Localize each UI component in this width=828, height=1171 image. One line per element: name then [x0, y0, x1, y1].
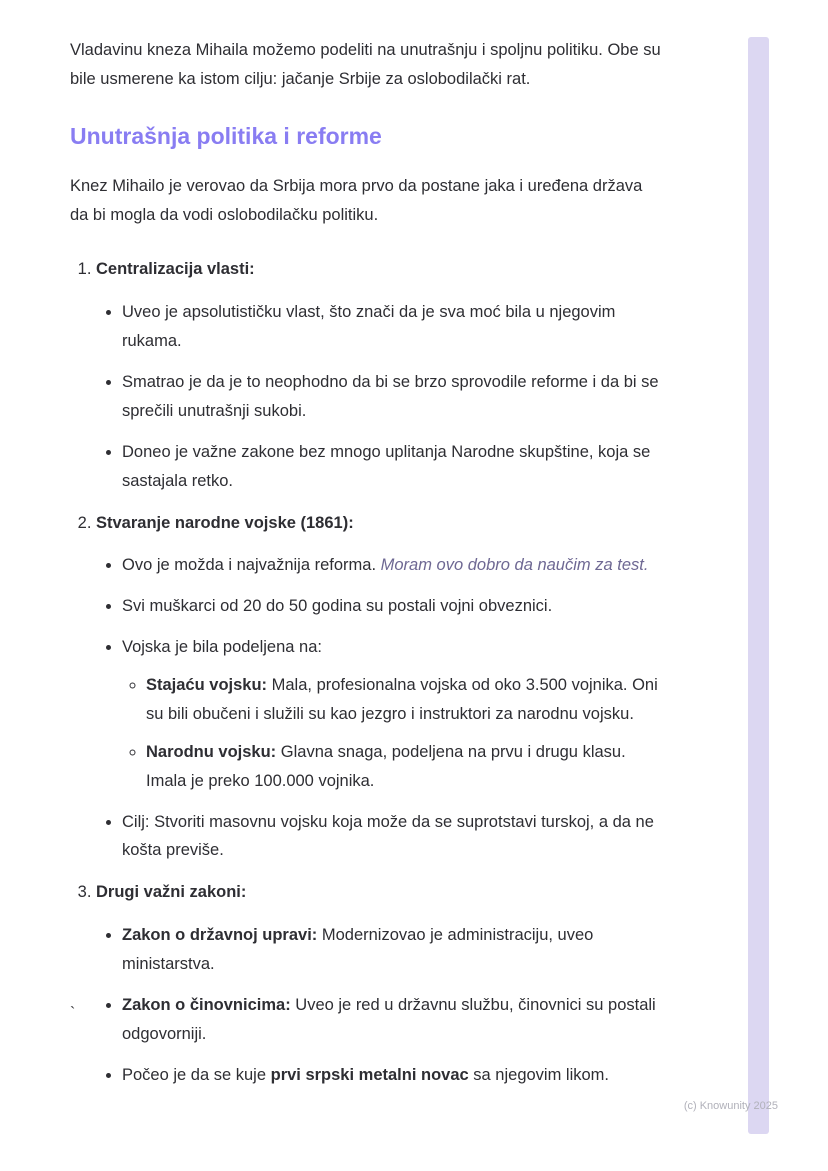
body-text: Svi muškarci od 20 do 50 godina su postali vojni obveznici. [122, 597, 553, 616]
bullet-item [122, 368, 664, 426]
bullet-list [96, 921, 664, 1089]
body-text: Doneo je važne zakone bez mnogo uplitanja Narodne skupštine, koja se sastajala retko. [122, 442, 651, 490]
sub-bullet-item [146, 738, 664, 796]
sub-bullet-item [146, 671, 664, 729]
section-heading: Unutrašnja politika i reforme [70, 122, 382, 149]
scrollbar-thumb[interactable] [748, 37, 769, 1134]
list-item-narodna-vojska [96, 509, 664, 866]
body-text: Uveo je apsolutističku vlast, što znači da je sva moć bila u njegovim rukama. [122, 303, 616, 351]
body-text: Modernizovao je administraciju, uveo ministarstva. [122, 926, 594, 974]
bullet-list [96, 298, 664, 495]
document-content [70, 36, 664, 1103]
list-item-centralizacija-vlasti [96, 255, 664, 495]
lead-paragraph: Knez Mihailo je verovao da Srbija mora prvo da postane jaka i uređena država da bi mogla da vodi oslobodilačku politiku. [70, 176, 643, 224]
list-item-title: Centralizacija vlasti: [96, 260, 255, 279]
body-text: Počeo je da se kuje [122, 1065, 271, 1084]
bold-text: Zakon o državnoj upravi: [122, 926, 318, 945]
bullet-item [122, 298, 664, 356]
copyright-footer: (c) Knowunity 2025 [683, 1100, 778, 1112]
bullet-item [122, 991, 664, 1049]
body-text: Mala, profesionalna vojska od oko 3.500 vojnika. Oni su bili obučeni i služili su kao jezgro i instruktori za narodnu vojsku. [146, 676, 658, 723]
bold-text: Stajaću vojsku: [146, 676, 268, 695]
body-text: sa njegovim likom. [468, 1065, 610, 1084]
list-item-title: Drugi važni zakoni: [96, 883, 247, 902]
list-item-drugi-zakoni [96, 878, 664, 1089]
body-text: Cilj: Stvoriti masovnu vojsku koja može da se suprotstavi turskoj, a da ne košta previše. [122, 812, 654, 860]
stray-backtick: ` [70, 1005, 76, 1022]
sub-bullet-list [122, 671, 664, 796]
list-item-title: Stvaranje narodne vojske (1861): [96, 513, 354, 532]
bullet-item [122, 438, 664, 496]
intro-paragraph: Vladavinu kneza Mihaila možemo podeliti na unutrašnju i spoljnu politiku. Obe su bile usmerene ka istom cilju: jačanje Srbije za oslobodilački rat. [70, 41, 661, 88]
bold-text: Zakon o činovnicima: [122, 995, 291, 1014]
bullet-item [122, 633, 664, 795]
bold-text: Narodnu vojsku: [146, 742, 277, 761]
bullet-item [122, 551, 664, 580]
body-text: Vojska je bila podeljena na: [122, 638, 322, 657]
body-text: Ovo je možda i najvažnija reforma. [122, 556, 381, 575]
bullet-item [122, 1061, 664, 1090]
italic-note: Moram ovo dobro da naučim za test. [380, 556, 649, 575]
reforms-list [70, 255, 664, 1089]
bullet-item [122, 592, 664, 621]
body-text: Smatrao je da je to neophodno da bi se brzo sprovodile reforme i da bi se sprečili unutrašnji sukobi. [122, 373, 659, 420]
bullet-list [96, 551, 664, 865]
bold-text: prvi srpski metalni novac [270, 1065, 469, 1084]
body-text: Uveo je red u državnu službu, činovnici su postali odgovorniji. [122, 995, 656, 1043]
bullet-item [122, 921, 664, 979]
bullet-item [122, 808, 664, 866]
body-text: Glavna snaga, podeljena na prvu i drugu klasu. Imala je preko 100.000 vojnika. [146, 742, 626, 790]
